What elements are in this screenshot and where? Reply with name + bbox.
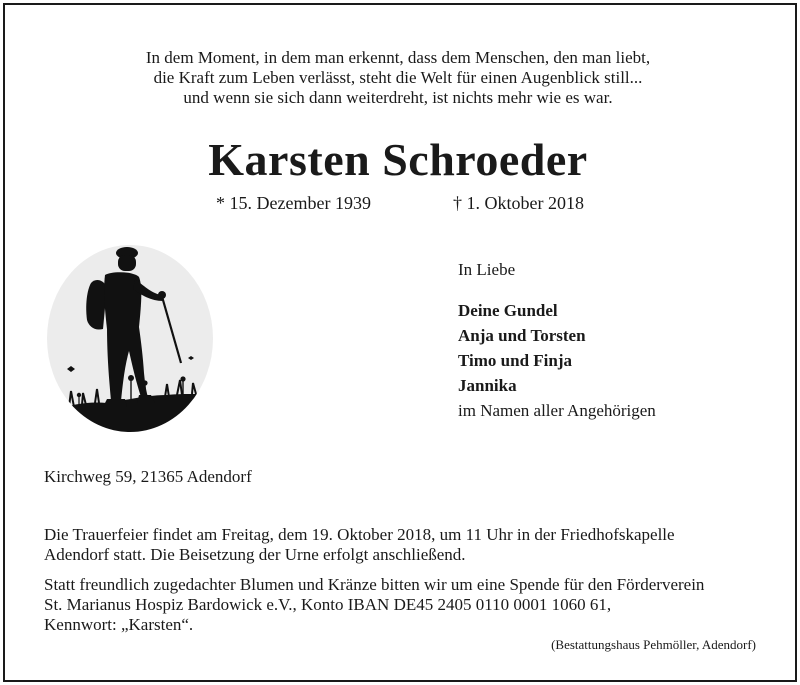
death-date: † 1. Oktober 2018 <box>453 193 584 213</box>
mourner-name: Anja und Torsten <box>458 326 586 345</box>
family-address: Kirchweg 59, 21365 Adendorf <box>44 467 252 486</box>
donation-text: St. Marianus Hospiz Bardowick e.V., Konto IBAN DE45 2405 0110 0001 1060 61, <box>44 595 612 614</box>
ceremony-text: Adendorf statt. Die Beisetzung der Urne erfolgt anschließend. <box>44 545 466 564</box>
mourners-intro: In Liebe <box>458 260 516 279</box>
quote-line: die Kraft zum Leben verlässt, steht die Welt für einen Augenblick still... <box>153 68 643 87</box>
mourner-name: Timo und Finja <box>458 351 573 370</box>
quote-line: und wenn sie sich dann weiterdreht, ist nichts mehr wie es war. <box>183 88 613 107</box>
mourner-name: Deine Gundel <box>458 301 558 320</box>
quote-line: In dem Moment, in dem man erkennt, dass dem Menschen, den man liebt, <box>145 48 651 67</box>
memorial-quote <box>0 48 796 108</box>
mourners-closing: im Namen aller Angehörigen <box>458 401 656 420</box>
hiker-silhouette-icon <box>47 245 213 432</box>
birth-date: * 15. Dezember 1939 <box>216 193 371 213</box>
ceremony-text: Die Trauerfeier findet am Freitag, dem 19. Oktober 2018, um 11 Uhr in der Friedhofskapelle <box>44 525 675 544</box>
donation-text: Statt freundlich zugedachter Blumen und Kränze bitten wir um eine Spende für den Förderverein <box>44 575 705 594</box>
deceased-name: Karsten Schroeder <box>208 134 588 185</box>
mourner-name: Jannika <box>458 376 517 395</box>
funeral-home: (Bestattungshaus Pehmöller, Adendorf) <box>551 637 756 652</box>
donation-text: Kennwort: „Karsten“. <box>44 615 194 634</box>
